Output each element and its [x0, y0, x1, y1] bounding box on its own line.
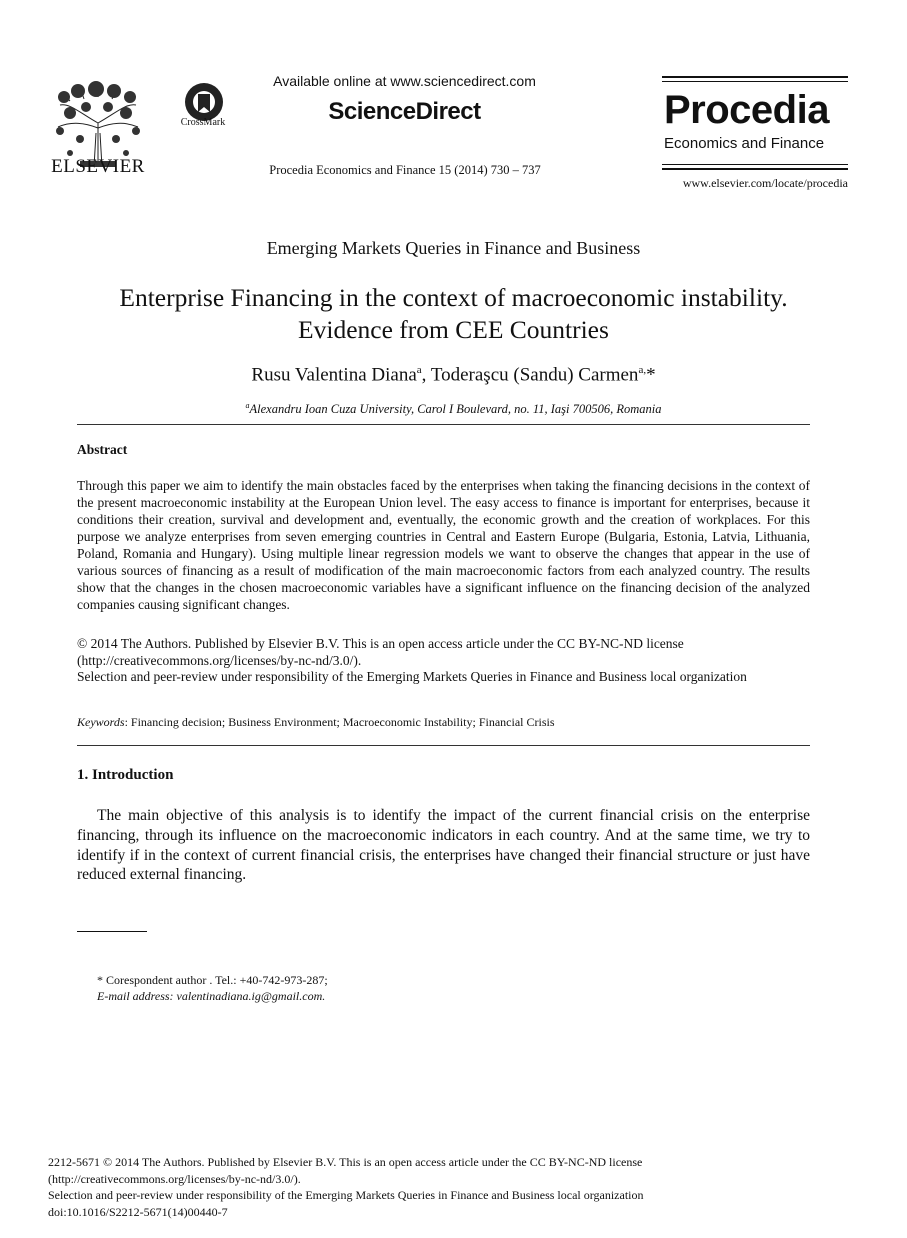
peer-review-line: Selection and peer-review under responsibility of the Emerging Markets Queries in Finance and Business local organization — [77, 669, 747, 684]
keywords — [77, 715, 810, 730]
intro-heading: 1. Introduction — [77, 767, 174, 783]
copyright-block — [77, 636, 810, 686]
footnote-email — [97, 989, 325, 1004]
title-line-2: Evidence from CEE Countries — [298, 315, 609, 344]
author-1-affil: a — [416, 364, 422, 376]
author-list — [0, 364, 907, 386]
conference-name: Emerging Markets Queries in Finance and Business — [266, 238, 641, 258]
bottom-peer-review: Selection and peer-review under responsibility of the Emerging Markets Queries in Finance and Business local organization — [48, 1188, 644, 1202]
copyright-line-1: © 2014 The Authors. Published by Elsevier B.V. This is an open access article under the CC BY-NC-ND license — [77, 636, 684, 651]
keywords-list: : Financing decision; Business Environment; Macroeconomic Instability; Financial Crisis — [124, 715, 555, 729]
keywords-label: Keywords — [77, 715, 125, 729]
procedia-bottom-rule-thin — [662, 164, 848, 165]
procedia-title: Procedia — [664, 88, 829, 132]
abstract-text: Through this paper we aim to identify the main obstacles faced by the enterprises when taking the financing decisions in the context of the present macroeconomic instability at the European Union level. The easy access to finance is important for enterprises, because it conditions their creation, survival and development and, eventually, the economic growth and the creation of workplaces. For this purpose we analyze enterprises from seven emerging countries in Central and Eastern Europe (Bulgaria, Estonia, Latvia, Lithuania, Poland, Romania and Hungary). Using multiple linear regression models we want to observe the changes that appear in the use of various sources of financing as a result of modification of the main macroeconomic factors from each analyzed country. The results show that the changes in the chosen macroeconomic variables have a significant influence on the financing decision of the analyzed companies causing significant changes. — [77, 478, 810, 612]
elsevier-wordmark: ELSEVIER — [51, 156, 145, 177]
bottom-license-link[interactable]: (http://creativecommons.org/licenses/by-nc-nd/3.0/). — [48, 1171, 301, 1186]
affil-marker: a — [245, 401, 250, 410]
available-online-text: Available online at www.sciencedirect.com — [273, 73, 536, 89]
issn-license-line: 2212-5671 © 2014 The Authors. Published by Elsevier B.V. This is an open access article under the CC BY-NC-ND license — [48, 1155, 643, 1169]
license-link[interactable]: (http://creativecommons.org/licenses/by-nc-nd/3.0/). — [77, 652, 362, 668]
abstract-heading: Abstract — [77, 442, 128, 457]
email-label: E-mail address: — [97, 989, 174, 1003]
journal-reference: Procedia Economics and Finance 15 (2014) 730 – 737 — [269, 163, 541, 177]
intro-text: The main objective of this analysis is to identify the impact of the current financial crisis on the enterprise financing, through its influence on the macroeconomic indicators in each country. And at the same time, we try to identify if in the context of current financial crisis, the enterprises have changed their financial structure or just have reduced external financing. — [77, 807, 810, 884]
sciencedirect-logo: ScienceDirect — [328, 98, 481, 125]
affiliation — [0, 401, 907, 417]
author-2-affil: a, — [638, 364, 647, 376]
abstract-top-rule — [77, 424, 810, 425]
procedia-top-rule-thin — [662, 81, 848, 82]
procedia-bottom-rule — [662, 168, 848, 170]
procedia-top-rule — [662, 76, 848, 78]
author-2: Toderaşcu (Sandu) Carmen — [430, 364, 639, 386]
crossmark-label: CrossMark — [180, 117, 226, 128]
title-line-1: Enterprise Financing in the context of macroeconomic instability. — [119, 283, 788, 312]
corresponding-star: * — [646, 364, 656, 386]
abstract-bottom-rule — [77, 745, 810, 746]
email-address[interactable]: valentinadiana.ig@gmail.com. — [176, 989, 326, 1003]
footnote-rule — [77, 931, 147, 932]
author-1: Rusu Valentina Diana — [251, 364, 417, 386]
doi[interactable]: doi:10.1016/S2212-5671(14)00440-7 — [48, 1204, 228, 1219]
bottom-license-block — [48, 1154, 858, 1220]
procedia-url[interactable]: www.elsevier.com/locate/procedia — [682, 176, 848, 190]
article-title — [40, 282, 867, 346]
affil-text: Alexandru Ioan Cuza University, Carol I Boulevard, no. 11, Iaşi 700506, Romania — [249, 402, 662, 417]
footnote-correspondence: * Corespondent author . Tel.: +40-742-973-287; — [97, 973, 328, 987]
author-separator: , — [421, 364, 431, 386]
procedia-subtitle: Economics and Finance — [664, 135, 825, 152]
